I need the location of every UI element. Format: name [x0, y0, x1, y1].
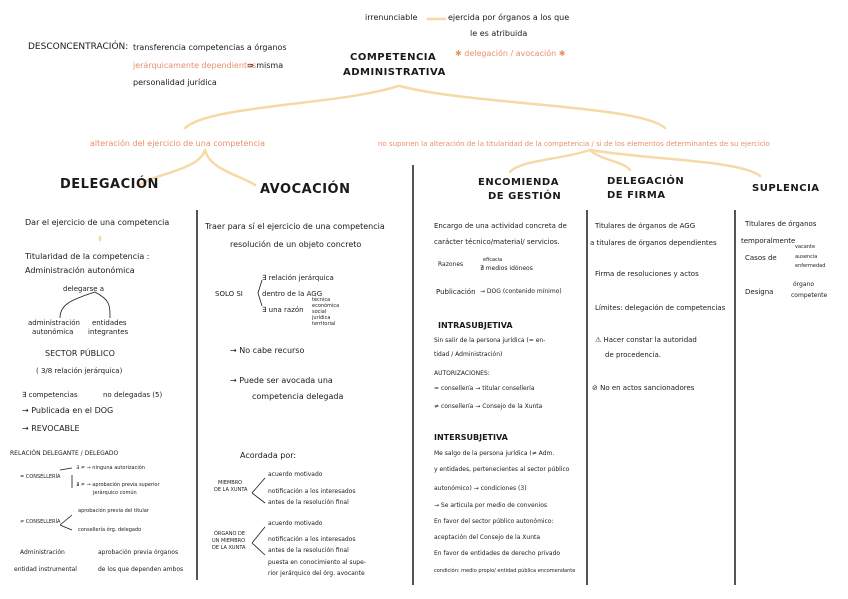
encomienda-i1: Sin salir de la persona jurídica (= en- — [434, 337, 546, 344]
delegacion-l5b: autonómica — [32, 328, 74, 336]
encomienda-l2: carácter técnico/material/ servicios. — [434, 238, 560, 246]
encomienda-raz2: ∄ medios idóneos — [480, 265, 533, 272]
desconcentracion-def2b: ⇒ misma — [247, 61, 284, 70]
avocacion-c2: dentro de la AGG — [262, 290, 323, 298]
encomienda-e5: En favor del sector público autonómico: — [434, 518, 554, 525]
avocacion-l4: → Puede ser avocada una — [230, 376, 333, 385]
avocacion-m4: notificación a los interesados — [268, 488, 356, 495]
delegacion-l8: ( 3/8 relación jerárquica) — [36, 367, 123, 375]
encomienda-intrasubjetiva: INTRASUBJETIVA — [438, 321, 513, 330]
main-title-line1: COMPETENCIA — [350, 52, 437, 63]
suplencia-title: SUPLENCIA — [752, 183, 820, 194]
avocacion-c3a: técnica — [312, 297, 331, 303]
avocacion-c3d: jurídica — [312, 315, 331, 321]
avocacion-c3c: social — [312, 309, 327, 315]
firma-l3: Firma de resoluciones y actos — [595, 270, 699, 278]
suplencia-d2: competente — [791, 292, 828, 299]
encomienda-intersubjetiva: INTERSUBJETIVA — [434, 433, 508, 442]
encomienda-a2: ≠ consellería → Consejo de la Xunta — [434, 403, 543, 410]
delegacion-title: DELEGACIÓN — [60, 177, 159, 192]
delegacion-l2: Titularidad de la competencia : — [25, 252, 150, 261]
encomienda-e4: → Se articula por medio de convenios — [434, 502, 547, 509]
avocacion-o4: acuerdo motivado — [268, 520, 323, 527]
avocacion-o2: UN MIEMBRO — [212, 538, 246, 544]
encomienda-title-line1: ENCOMIENDA — [478, 177, 559, 188]
encomienda-e8: condición: medio propio/ entidad pública encomendante — [434, 568, 576, 574]
avocacion-m2: DE LA XUNTA — [214, 487, 248, 493]
delegacion-l6b: integrantes — [88, 328, 129, 336]
firma-l7: ⊘ No en actos sancionadores — [592, 384, 695, 392]
arrow-to-right-branch — [400, 86, 665, 128]
delegacion-l9a: ∃ competencias — [22, 391, 78, 399]
encomienda-a1: = consellería → titular consellería — [434, 385, 535, 392]
delegacion-r3b: entidad instrumental — [14, 566, 77, 573]
avocacion-m1: MIEMBRO — [218, 480, 243, 486]
avocacion-c1: ∃ relación jerárquica — [262, 274, 334, 282]
desconcentracion-def2a: jerárquicamente dependientes — [133, 61, 257, 70]
divider-encomienda-firma — [586, 210, 588, 585]
suplencia-d1: órgano — [793, 281, 814, 288]
delegacion-avocacion-note: ✱ delegación / avocación ✱ — [455, 49, 566, 58]
encomienda-i2: tidad / Administración) — [434, 351, 503, 358]
encomienda-title-line2: DE GESTIÓN — [488, 191, 562, 202]
avocacion-acordada: Acordada por: — [240, 451, 297, 460]
avocacion-c3: ∃ una razón — [262, 306, 304, 314]
avocacion-c3b: económica — [312, 303, 340, 309]
suplencia-l2: temporalmente — [741, 237, 796, 245]
delegacion-l3: Administración autonómica — [25, 266, 135, 275]
main-title-line2: ADMINISTRATIVA — [343, 67, 446, 78]
avocacion-o6: antes de la resolución final — [268, 547, 349, 554]
delegacion-r2a: aprobación previa del titular — [78, 508, 149, 514]
delegacion-r1c: jerárquico común — [93, 490, 137, 496]
suplencia-casos: Casos de — [745, 254, 777, 262]
firma-l4: Límites: delegación de competencias — [595, 304, 726, 312]
firma-l2: a titulares de órganos dependientes — [590, 239, 717, 247]
divider-delegacion-avocacion — [196, 210, 198, 580]
encomienda-l1: Encargo de una actividad concreta de — [434, 222, 567, 230]
encomienda-razones: Razones — [438, 261, 464, 268]
suplencia-l1: Titulares de órganos — [745, 220, 817, 228]
encomienda-e1: Me salgo de la persona jurídica (≠ Adm. — [434, 450, 555, 457]
avocacion-l2: resolución de un objeto concreto — [230, 240, 362, 249]
delegacion-l5a: administración — [28, 319, 80, 327]
encomienda-e7: En favor de entidades de derecho privado — [434, 550, 561, 557]
encomienda-publicacion: Publicación — [436, 288, 476, 296]
firma-l1: Titulares de órganos de AGG — [595, 222, 696, 230]
encomienda-e6: aceptación del Consejo de la Xunta — [434, 534, 541, 541]
avocacion-o8: rior jerárquico del órg. avocante — [268, 570, 365, 577]
avocacion-m3: acuerdo motivado — [268, 471, 323, 478]
avocacion-l3: → No cabe recurso — [230, 346, 305, 355]
arrow-to-left-branch — [185, 86, 398, 128]
avocacion-o5: notificación a los interesados — [268, 536, 356, 543]
desconcentracion-def1: transferencia competencias a órganos — [133, 43, 287, 52]
ejercida-line2: le es atribuida — [470, 29, 528, 38]
avocacion-l1: Traer para sí el ejercicio de una competencia — [205, 222, 385, 231]
avocacion-o1: ÓRGANO DE — [214, 531, 245, 537]
avocacion-c3e: territorial — [312, 321, 336, 327]
delegacion-l10: → Publicada en el DOG — [22, 406, 114, 415]
encomienda-e2: y entidades, pertenecientes al sector público — [434, 466, 570, 473]
delegacion-r3c: aprobación previa órganos — [98, 549, 179, 556]
ejercida-line1: ejercida por órganos a los que — [448, 13, 570, 22]
suplencia-c3: enfermedad — [795, 263, 826, 269]
delegacion-l6a: entidades — [92, 319, 127, 327]
avocacion-o3: DE LA XUNTA — [212, 545, 246, 551]
avocacion-l5: competencia delegada — [252, 392, 344, 401]
desconcentracion-def3: personalidad jurídica — [133, 78, 217, 87]
desconcentracion-label: DESCONCENTRACIÓN: — [28, 42, 129, 52]
arrow-to-avocacion — [205, 150, 255, 185]
avocacion-title: AVOCACIÓN — [260, 182, 351, 197]
delegacion-l1: Dar el ejercicio de una competencia — [25, 218, 170, 227]
branch-right-label: no suponen la alteración de la titularidad de la competencia / si de los elementos determinantes de su ejercicio — [378, 140, 770, 148]
irrenunciable-label: irrenunciable — [365, 13, 418, 22]
delegacion-r3a: Administración — [20, 549, 65, 556]
avocacion-solo-si: SOLO SI — [215, 290, 243, 298]
delegacion-r3d: de los que dependen ambos — [98, 566, 184, 573]
divider-main — [412, 165, 414, 585]
firma-l6: de procedencia. — [605, 351, 662, 359]
avocacion-m5: antes de la resolución final — [268, 499, 349, 506]
firma-title-line2: DE FIRMA — [607, 190, 666, 201]
delegacion-relacion-header: RELACIÓN DELEGANTE / DELEGADO — [10, 450, 119, 457]
suplencia-c2: ausencia — [795, 254, 818, 260]
delegacion-r1: = CONSELLERÍA — [20, 474, 61, 480]
delegacion-l11: → REVOCABLE — [22, 424, 80, 433]
suplencia-designa: Designa — [745, 288, 774, 296]
firma-title-line1: DELEGACIÓN — [607, 176, 685, 187]
suplencia-c1: vacante — [795, 244, 816, 250]
delegacion-r2: ≠ CONSELLERÍA — [20, 519, 61, 525]
firma-l5: ⚠ Hacer constar la autoridad — [595, 336, 697, 344]
encomienda-raz1: eficacia — [483, 257, 503, 263]
delegacion-l4: delegarse a — [63, 285, 105, 293]
divider-firma-suplencia — [734, 210, 736, 585]
delegacion-l9b: no delegadas (5) — [103, 391, 163, 399]
encomienda-pub-dog: → DOG (contenido mínimo) — [480, 288, 562, 295]
encomienda-autorizaciones: AUTORIZACIONES: — [434, 370, 490, 377]
avocacion-o7: puesta en conocimiento al supe- — [268, 559, 366, 566]
delegacion-r1a: ∃ ≠ → ninguna autorización — [76, 465, 145, 471]
delegacion-sector-publico: SECTOR PÚBLICO — [45, 349, 115, 358]
arrow-to-encomienda — [510, 150, 590, 172]
encomienda-e3: autonómico) → condiciones (3) — [434, 485, 527, 492]
delegacion-r1b: ∄ ≠ → aprobación previa superior — [76, 482, 160, 488]
delegacion-r2b: consellería órg. delegado — [78, 527, 142, 533]
branch-left-label: alteración del ejercicio de una competencia — [90, 139, 265, 148]
